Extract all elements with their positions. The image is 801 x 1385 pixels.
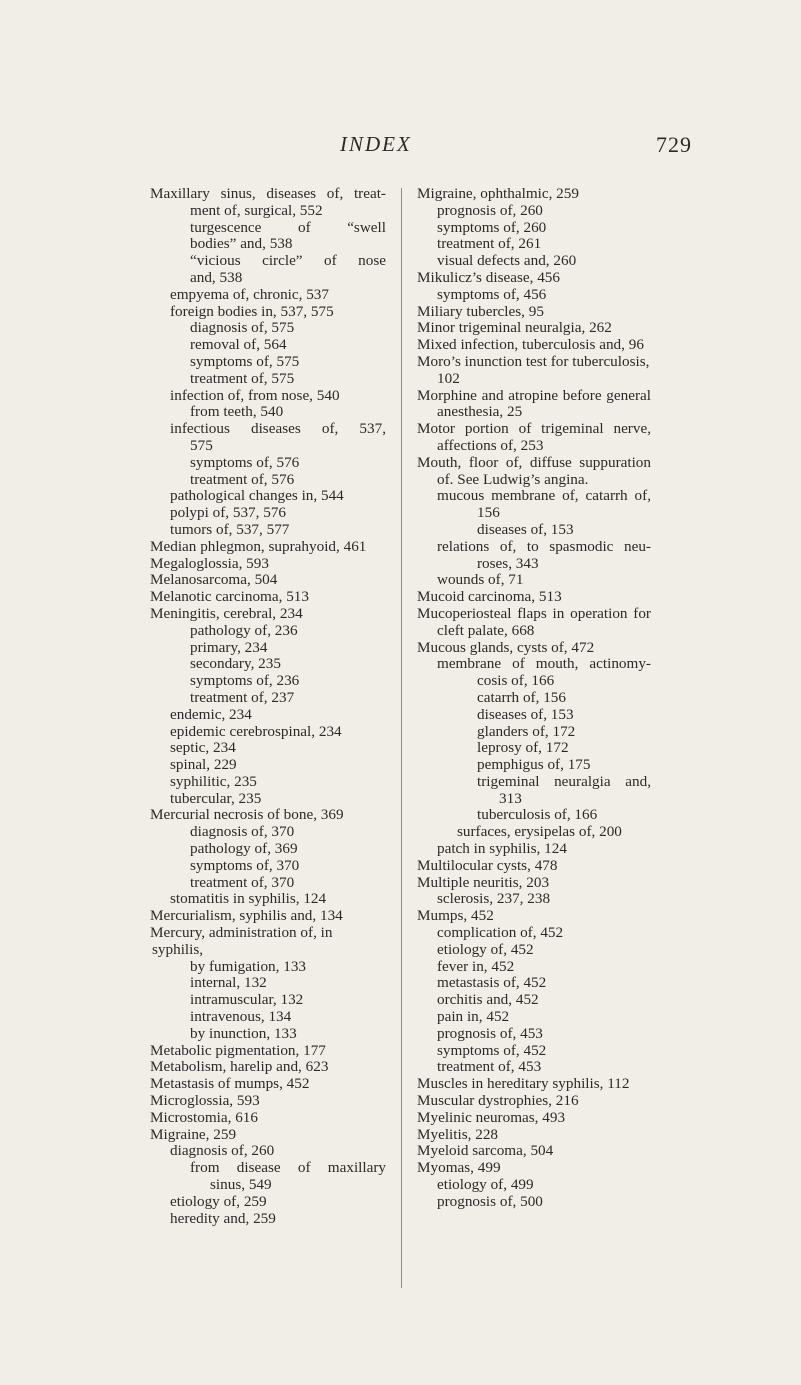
running-title: INDEX [340, 132, 412, 156]
index-heading: Mucoid carcinoma, 513 [417, 588, 562, 606]
index-subentry: sclerosis, 237, 238 [437, 890, 551, 908]
index-heading: Mouth, floor of, diffuse suppuration [417, 453, 651, 471]
index-subentry: of. See Ludwig’s angina. [437, 470, 589, 488]
index-heading: Mucous glands, cysts of, 472 [417, 638, 595, 656]
index-heading: Minor trigeminal neuralgia, 262 [417, 319, 612, 337]
index-heading: Myeloid sarcoma, 504 [417, 1142, 554, 1160]
index-subentry: relations of, to spasmodic neu- [437, 537, 651, 555]
index-heading: Microstomia, 616 [150, 1108, 258, 1126]
index-subentry: pemphigus of, 175 [477, 756, 591, 774]
index-heading: Mixed infection, tuberculosis and, 96 [417, 336, 644, 354]
index-subentry: cleft palate, 668 [437, 621, 535, 639]
index-subentry: spinal, 229 [170, 756, 237, 774]
index-subentry: epidemic cerebrospinal, 234 [170, 722, 342, 740]
index-heading: Melanosarcoma, 504 [150, 571, 278, 589]
page-number: 729 [656, 132, 692, 157]
index-subentry: intramuscular, 132 [190, 991, 304, 1009]
index-heading: Median phlegmon, suprahyoid, 461 [150, 537, 367, 555]
index-heading: Metabolism, harelip and, 623 [150, 1058, 329, 1076]
index-subentry: infection of, from nose, 540 [170, 386, 340, 404]
index-subentry: infectious diseases of, 537, [170, 420, 386, 438]
index-subentry: treatment of, 261 [437, 235, 542, 253]
index-heading: Migraine, 259 [150, 1125, 237, 1143]
index-subentry: tubercular, 235 [170, 789, 262, 807]
index-subentry: fever in, 452 [437, 957, 515, 975]
index-heading: Muscles in hereditary syphilis, 112 [417, 1075, 630, 1093]
index-subentry: septic, 234 [170, 739, 236, 757]
index-subentry: and, 538 [190, 268, 243, 286]
index-subentry: prognosis of, 500 [437, 1192, 543, 1210]
index-subentry: patch in syphilis, 124 [437, 840, 567, 858]
index-subentry: leprosy of, 172 [477, 739, 569, 757]
index-subentry: etiology of, 499 [437, 1176, 534, 1194]
column-divider [401, 188, 402, 1288]
page-header [0, 132, 801, 160]
index-subentry: roses, 343 [477, 554, 539, 572]
index-heading: Mercurial necrosis of bone, 369 [150, 806, 344, 824]
index-subentry: syphilitic, 235 [170, 772, 257, 790]
index-subentry: pathological changes in, 544 [170, 487, 344, 505]
index-subentry: etiology of, 259 [170, 1192, 267, 1210]
index-subentry: wounds of, 71 [437, 571, 524, 589]
index-subentry: 575 [190, 436, 213, 454]
index-subentry: catarrh of, 156 [477, 688, 566, 706]
index-heading: Maxillary sinus, diseases of, treat- [150, 185, 386, 202]
index-subentry: pathology of, 236 [190, 621, 298, 639]
index-subentry: endemic, 234 [170, 705, 252, 723]
index-heading: Metastasis of mumps, 452 [150, 1075, 310, 1093]
index-subentry: 102 [437, 369, 460, 387]
index-heading: Miliary tubercles, 95 [417, 302, 544, 320]
index-heading: Motor portion of trigeminal nerve, [417, 420, 651, 438]
index-subentry: foreign bodies in, 537, 575 [170, 302, 334, 320]
index-heading: Mucoperiosteal flaps in operation for [417, 604, 651, 622]
index-subentry: tuberculosis of, 166 [477, 806, 598, 824]
index-subentry: diagnosis of, 260 [170, 1142, 275, 1160]
index-heading: Multilocular cysts, 478 [417, 856, 558, 874]
index-subentry: by inunction, 133 [190, 1024, 297, 1042]
index-subentry: surfaces, erysipelas of, 200 [457, 823, 622, 841]
index-subentry: symptoms of, 575 [190, 352, 300, 370]
index-subentry: diseases of, 153 [477, 520, 574, 538]
index-subentry: etiology of, 452 [437, 940, 534, 958]
index-heading: Moro’s inunction test for tuberculosis, [417, 352, 650, 370]
index-heading: Meningitis, cerebral, 234 [150, 604, 303, 622]
index-subentry: treatment of, 575 [190, 369, 295, 387]
index-heading: Myelinic neuromas, 493 [417, 1108, 566, 1126]
index-subentry: by fumigation, 133 [190, 957, 307, 975]
index-subentry: turgescence of “swell [190, 218, 386, 236]
index-subentry: visual defects and, 260 [437, 252, 577, 270]
index-subentry: internal, 132 [190, 974, 267, 992]
index-subentry: bodies” and, 538 [190, 235, 293, 253]
index-subentry: cosis of, 166 [477, 672, 555, 690]
index-subentry: secondary, 235 [190, 655, 281, 673]
index-heading: Mercurialism, syphilis and, 134 [150, 907, 343, 925]
index-subentry: from teeth, 540 [190, 403, 284, 421]
index-subentry: treatment of, 576 [190, 470, 295, 488]
index-subentry: intravenous, 134 [190, 1008, 292, 1026]
index-heading: Migraine, ophthalmic, 259 [417, 185, 579, 202]
index-subentry: stomatitis in syphilis, 124 [170, 890, 327, 908]
index-subentry: prognosis of, 260 [437, 201, 543, 219]
index-subentry: pain in, 452 [437, 1008, 510, 1026]
index-subentry: diagnosis of, 575 [190, 319, 295, 337]
index-heading: Metabolic pigmentation, 177 [150, 1041, 326, 1059]
index-subentry: glanders of, 172 [477, 722, 576, 740]
index-subentry: symptoms of, 260 [437, 218, 547, 236]
index-heading: Microglossia, 593 [150, 1092, 260, 1110]
index-column-right [419, 186, 651, 1211]
index-subentry: membrane of mouth, actinomy- [437, 655, 651, 673]
index-subentry: from disease of maxillary [190, 1159, 386, 1177]
index-subentry: symptoms of, 370 [190, 856, 300, 874]
index-subentry: symptoms of, 236 [190, 672, 300, 690]
index-subentry: ment of, surgical, 552 [190, 201, 323, 219]
index-subentry: symptoms of, 452 [437, 1041, 547, 1059]
index-column-left [152, 186, 386, 1227]
index-heading: Megaloglossia, 593 [150, 554, 269, 572]
index-subentry: “vicious circle” of nose [190, 252, 386, 270]
index-subentry: mucous membrane of, catarrh of, [437, 487, 651, 505]
index-heading: Melanotic carcinoma, 513 [150, 588, 309, 606]
index-subentry: symptoms of, 456 [437, 285, 547, 303]
index-subentry: primary, 234 [190, 638, 268, 656]
index-subentry: treatment of, 237 [190, 688, 295, 706]
index-heading: Myelitis, 228 [417, 1125, 499, 1143]
index-subentry: removal of, 564 [190, 336, 287, 354]
index-subentry: sinus, 549 [210, 1176, 272, 1194]
index-subentry: metastasis of, 452 [437, 974, 547, 992]
index-subentry: treatment of, 453 [437, 1058, 542, 1076]
index-subentry: empyema of, chronic, 537 [170, 285, 329, 303]
index-heading: Mikulicz’s disease, 456 [417, 268, 560, 286]
index-subentry: symptoms of, 576 [190, 453, 300, 471]
index-subentry: heredity and, 259 [170, 1209, 276, 1227]
index-subentry: anesthesia, 25 [437, 403, 523, 421]
index-heading: Mercury, administration of, in syphilis, [150, 924, 333, 958]
index-subentry: pathology of, 369 [190, 840, 298, 858]
index-subentry: complication of, 452 [437, 924, 564, 942]
index-heading: Multiple neuritis, 203 [417, 873, 550, 891]
index-subentry: tumors of, 537, 577 [170, 520, 290, 538]
index-subentry: diseases of, 153 [477, 705, 574, 723]
index-subentry: treatment of, 370 [190, 873, 295, 891]
index-subentry: trigeminal neuralgia and, [477, 772, 651, 790]
index-heading: Morphine and atropine before general [417, 386, 651, 404]
index-subentry: diagnosis of, 370 [190, 823, 295, 841]
index-heading: Muscular dystrophies, 216 [417, 1092, 579, 1110]
index-subentry: orchitis and, 452 [437, 991, 539, 1009]
index-subentry: 156 [477, 504, 500, 522]
index-subentry: prognosis of, 453 [437, 1024, 543, 1042]
index-subentry: 313 [499, 789, 522, 807]
index-heading: Mumps, 452 [417, 907, 494, 925]
index-heading: Myomas, 499 [417, 1159, 501, 1177]
index-subentry: polypi of, 537, 576 [170, 504, 287, 522]
index-subentry: affections of, 253 [437, 436, 544, 454]
